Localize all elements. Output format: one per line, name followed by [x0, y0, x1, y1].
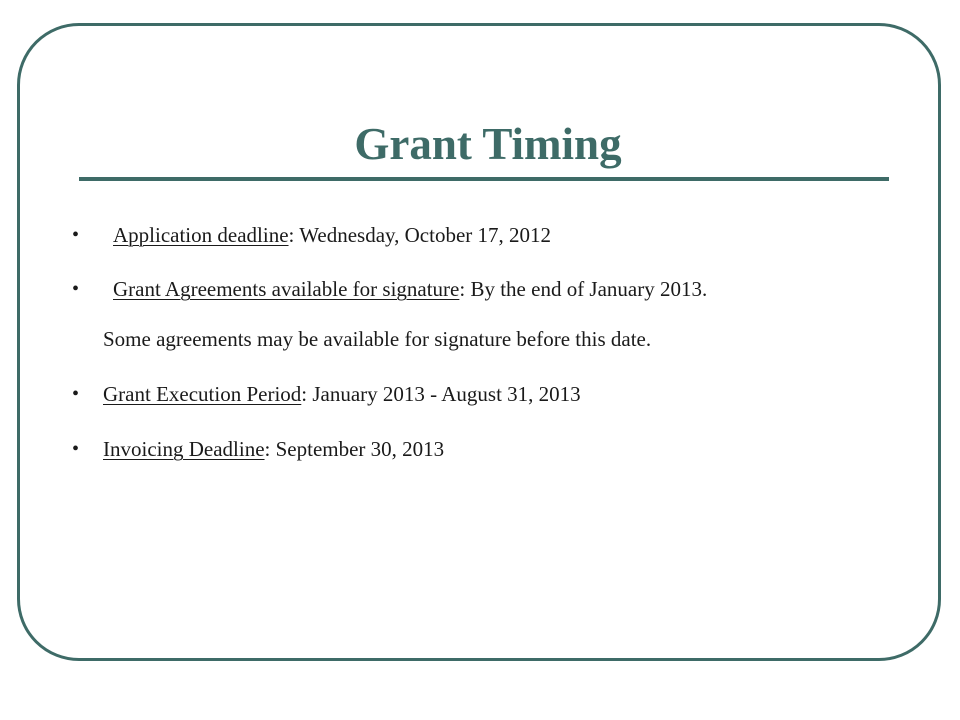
- bullet-text: [113, 264, 707, 314]
- slide-title: Grant Timing: [354, 119, 622, 169]
- bullet-label: Invoicing Deadline: [103, 437, 265, 461]
- title-underline-divider: [79, 177, 889, 181]
- bullet-value: : September 30, 2013: [264, 437, 445, 461]
- bullet-label: Grant Agreements available for signature: [113, 277, 460, 301]
- bullet-value: : January 2013 - August 31, 2013: [301, 382, 581, 406]
- bullet-text: [113, 210, 551, 260]
- bullet-dot-icon: •: [72, 224, 80, 246]
- bullet-dot-icon: •: [72, 383, 80, 405]
- bullet-text: [103, 369, 581, 419]
- bullet-value: : By the end of January 2013.: [459, 277, 708, 301]
- bullet-text: [103, 424, 444, 474]
- bullet-dot-icon: •: [72, 438, 80, 460]
- bullet-continuation: Some agreements may be available for signature before this date.: [103, 327, 652, 351]
- bullet-dot-icon: •: [72, 278, 80, 300]
- bullet-value: : Wednesday, October 17, 2012: [288, 223, 552, 247]
- bullet-label: Application deadline: [113, 223, 289, 247]
- bullet-label: Grant Execution Period: [103, 382, 302, 406]
